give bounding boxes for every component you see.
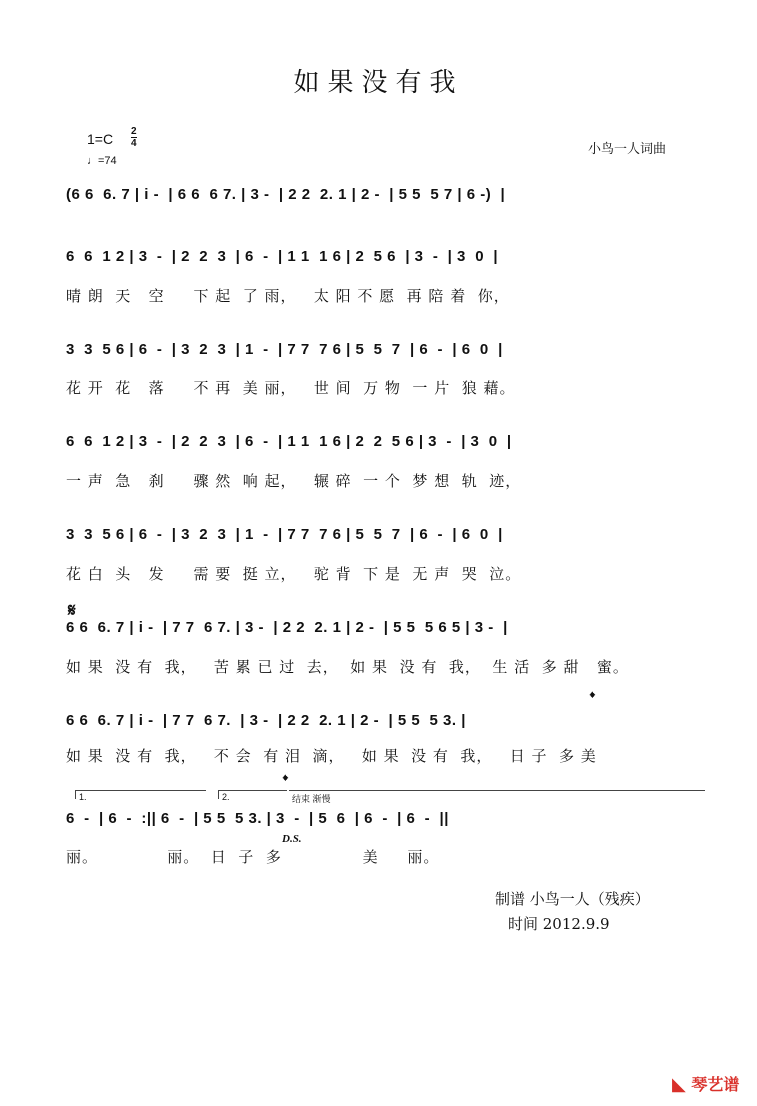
- segno-sign: 𝄋: [68, 600, 76, 621]
- time-signature: [131, 126, 137, 149]
- key-signature: 1=C: [87, 131, 114, 147]
- staff-notes: 3 3 5 6 | 6 - | 3 2 3 | 1 - | 7 7 7 6 | 5 5 7 | 6 - | 6 0 |: [66, 341, 503, 358]
- staff-notes: 3 3 5 6 | 6 - | 3 2 3 | 1 - | 7 7 7 6 | 5 5 7 | 6 - | 6 0 |: [66, 526, 503, 543]
- staff-notes: 6 6 6. 7 | i - | 7 7 6 7. | 3 - | 2 2 2. 1 | 2 - | 5 5 5 6 5 | 3 - |: [66, 619, 508, 636]
- date-line: 时间 2012.9.9: [508, 915, 610, 933]
- watermark-icon: ◣: [672, 1074, 686, 1095]
- staff-notes: (6 6 6. 7 | i - | 6 6 6 7. | 3 - | 2 2 2. 1 | 2 - | 5 5 5 7 | 6 -) |: [66, 186, 506, 203]
- time-signature-top: 2: [131, 126, 137, 137]
- staff-lyrics: 花 白 头 发 需 要 挺 立， 驼 背 下 是 无 声 哭 泣。: [66, 565, 522, 583]
- staff-lyrics: 晴 朗 天 空 下 起 了 雨， 太 阳 不 愿 再 陪 着 你，: [66, 287, 510, 305]
- watermark-text: 琴艺谱: [691, 1075, 740, 1094]
- ending-note: 结束 渐慢: [292, 794, 331, 804]
- staff-notes: 6 6 6. 7 | i - | 7 7 6 7. | 3 - | 2 2 2. 1 | 2 - | 5 5 5 3. |: [66, 712, 466, 729]
- tempo-marking: ♩=74: [87, 155, 117, 167]
- volta-bracket-1: [75, 790, 206, 799]
- watermark-logo: [672, 1072, 739, 1095]
- staff-notes: 6 6 1 2 | 3 - | 2 2 3 | 6 - | 1 1 1 6 | 2 2 5 6 | 3 - | 3 0 |: [66, 433, 512, 450]
- coda-sign: 𝄌: [590, 690, 595, 706]
- volta-label-1: 1.: [79, 792, 87, 802]
- staff-notes: 6 6 1 2 | 3 - | 2 2 3 | 6 - | 1 1 1 6 | 2 5 6 | 3 - | 3 0 |: [66, 248, 499, 265]
- song-title: 如果没有我: [293, 68, 464, 98]
- staff-notes: 6 - | 6 - :|| 6 - | 5 5 5 3. | 3 - | 5 6 | 6 - | 6 - ||: [66, 810, 449, 827]
- dal-segno-marking: D.S.: [282, 833, 302, 845]
- arranger-credit: 制谱 小鸟一人（残疾）: [495, 890, 650, 908]
- time-signature-bottom: 4: [131, 138, 137, 149]
- staff-lyrics: 丽。 丽。 日 子 多 美 丽。: [66, 848, 440, 866]
- staff-lyrics: 花 开 花 落 不 再 美 丽， 世 间 万 物 一 片 狼 藉。: [66, 379, 516, 397]
- coda-sign: 𝄌: [283, 773, 288, 789]
- staff-lyrics: 一 声 急 刹 骤 然 响 起， 辗 碎 一 个 梦 想 轨 迹，: [66, 472, 522, 490]
- staff-lyrics: 如 果 没 有 我， 苦 累 已 过 去， 如 果 没 有 我， 生 活 多 甜 蜜。: [66, 658, 629, 676]
- ending-bracket: [289, 790, 705, 799]
- staff-lyrics: 如 果 没 有 我， 不 会 有 泪 滴， 如 果 没 有 我， 日 子 多 美: [66, 747, 597, 765]
- lyricist-composer-credit: 小鸟一人词曲: [588, 142, 667, 157]
- volta-label-2: 2.: [222, 792, 230, 802]
